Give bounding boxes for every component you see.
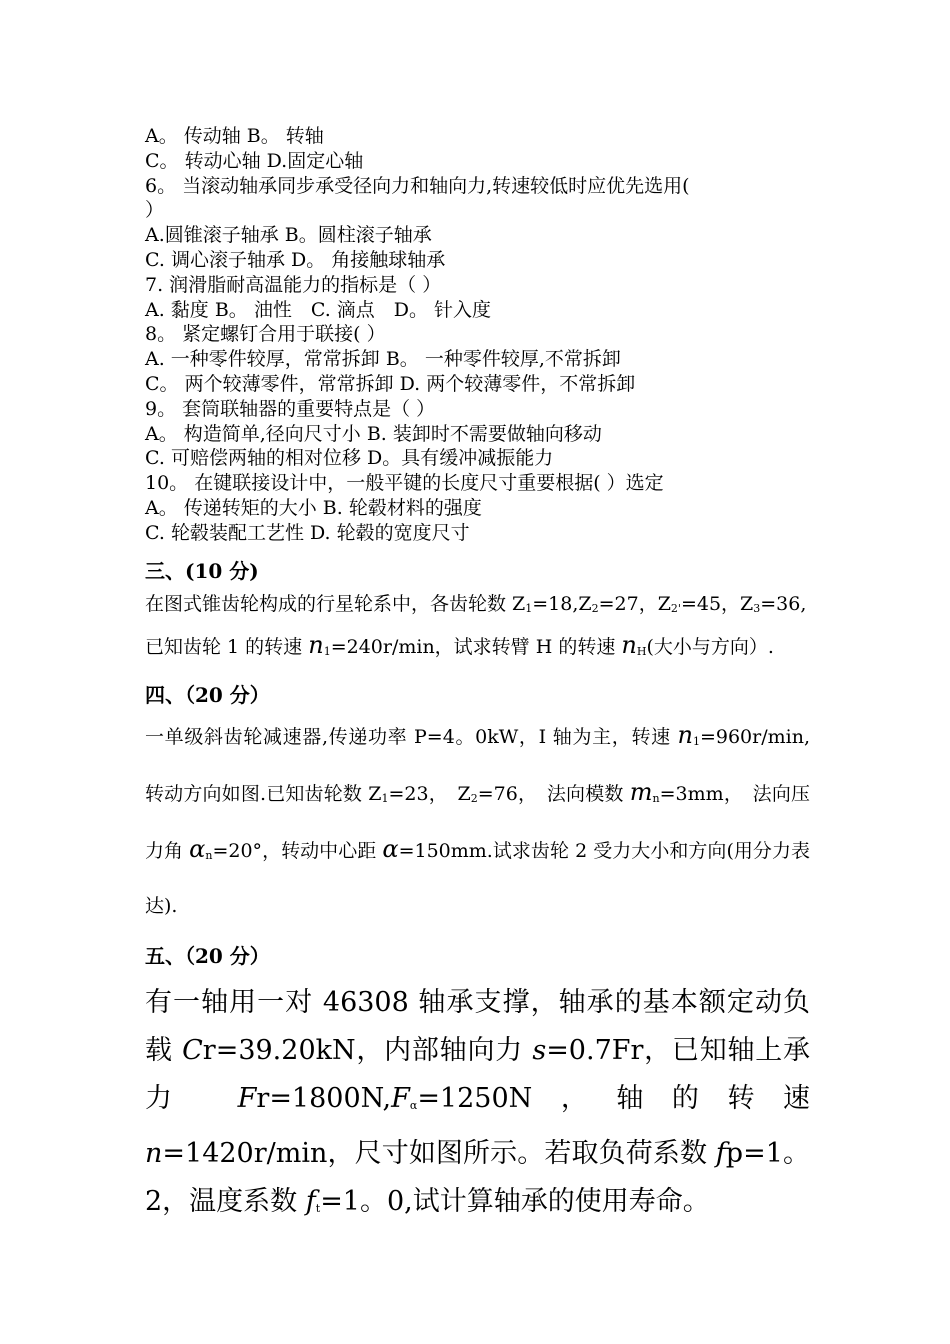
section-4-problem: 一单级斜齿轮减速器,传递功率 P=4。0kW，I 轴为主，转速 $n_1=960r/\min$,转动方向如图.已知齿轮数 $Z_1=23$， $Z_2=76$， 法向模数 $m_n=3mm$， 法向压力角 $\alpha_n=20^\circ$，转动中心距 α=150mm.试求齿轮 2 受力大小和方向(用分力表达). — [145, 720, 810, 917]
question-7: 7. 润滑脂耐高温能力的指标是（ ） — [145, 273, 442, 296]
section-4-heading: 四、（20 分） — [145, 682, 270, 707]
section-3-heading: 三、(10 分) — [145, 558, 259, 583]
multiple-choice-block — [145, 124, 810, 546]
choice-line: A.圆锥滚子轴承 B。圆柱滚子轴承 — [145, 224, 432, 247]
question-6: 6。 当滚动轴承同步承受径向力和轴向力,转速较低时应优先选用( — [145, 174, 690, 197]
choice-line: A. 黏度 B。 油性 C. 滴点 D。 针入度 — [145, 298, 492, 321]
question-9: 9。 套筒联轴器的重要特点是（ ） — [145, 397, 436, 420]
question-6-bracket: ） — [145, 199, 165, 222]
choice-line: A。 传递转矩的大小 B. 轮毂材料的强度 — [145, 496, 482, 519]
choice-line: A. 一种零件较厚，常常拆卸 B。 一种零件较厚,不常拆卸 — [145, 348, 621, 371]
section-5-problem: 有一轴用一对 46308 轴承支撑，轴承的基本额定动负载 Cr=39.20kN，内部轴向力 s=0.7Fr，已知轴上承力 $Fr=1800N,F_\alpha=1250N$，轴的转速 n=1420r/min，尺寸如图所示。若取负荷系数 fp=1。2，温度系数 $f_t=1$。0,试计算轴承的使用寿命。 — [145, 986, 810, 1217]
choice-line: A。 构造简单,径向尺寸小 B. 装卸时不需要做轴向移动 — [145, 422, 602, 445]
exam-page — [145, 124, 810, 1233]
choice-line: C。 转动心轴 D.固定心轴 — [145, 149, 364, 172]
question-10: 10。 在键联接设计中，一般平键的长度尺寸重要根据( ）选定 — [145, 472, 664, 495]
choice-line: C. 调心滚子轴承 D。 角接触球轴承 — [145, 248, 446, 271]
choice-line: C. 可赔偿两轴的相对位移 D。具有缓冲减振能力 — [145, 447, 554, 470]
question-8: 8。 紧定螺钉合用于联接( ） — [145, 323, 386, 346]
choice-line: C. 轮毂装配工艺性 D. 轮毂的宽度尺寸 — [145, 521, 470, 544]
section-5-heading: 五、（20 分） — [145, 943, 270, 968]
choice-line: C。 两个较薄零件，常常拆卸 D. 两个较薄零件，不常拆卸 — [145, 372, 636, 395]
choice-line: A。 传动轴 B。 转轴 — [145, 125, 324, 147]
section-3-problem: 在图式锥齿轮构成的行星轮系中，各齿轮数 $Z_1=18,Z_2=27$，$Z_{2'}=45$，$Z_3=36$,已知齿轮 1 的转速 $n_1=240r/\min$，试求转臂 H 的转速 $n_H$(大小与方向）. — [145, 592, 807, 659]
